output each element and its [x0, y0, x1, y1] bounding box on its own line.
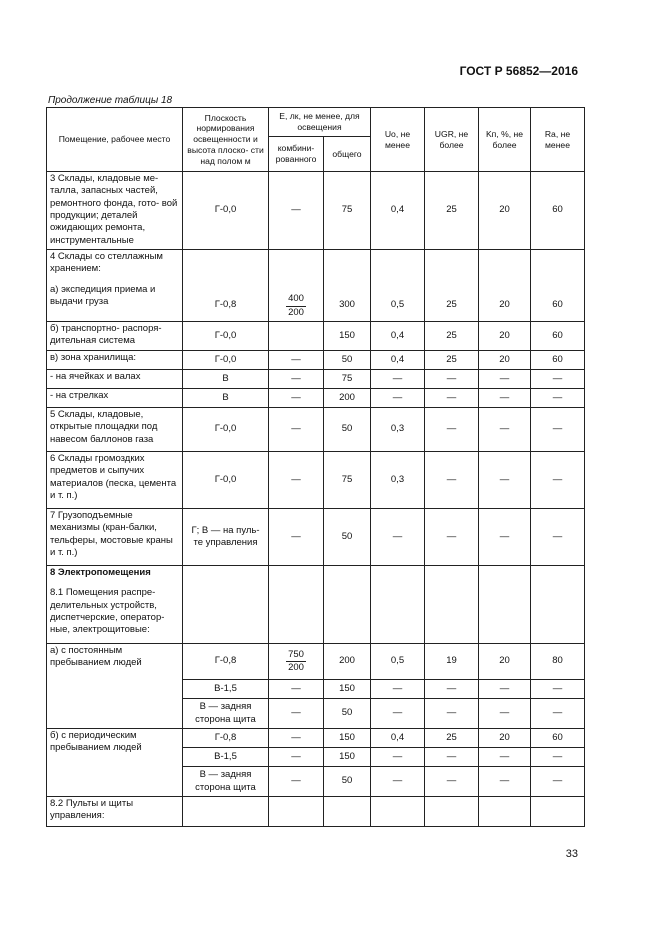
cell-kp: —: [479, 680, 531, 699]
cell-kp: —: [479, 389, 531, 408]
header-general: общего: [324, 137, 371, 172]
cell-ugr: —: [425, 370, 479, 389]
cell-empty: [371, 797, 425, 827]
cell-kp: 20: [479, 644, 531, 680]
cell-plane: В-1,5: [183, 680, 269, 699]
cell-combined: —: [269, 351, 324, 370]
cell-kp: —: [479, 452, 531, 509]
cell-kp: 20: [479, 351, 531, 370]
cell-plane: Г-0,0: [183, 351, 269, 370]
table-row: [47, 322, 585, 351]
cell-kp: —: [479, 699, 531, 729]
row-label: 5 Склады, кладовые, открытые площадки под навесом баллонов газа: [47, 408, 183, 452]
cell-combined: —: [269, 680, 324, 699]
cell-combined: —: [269, 509, 324, 566]
row-label: - на ячейках и валах: [47, 370, 183, 389]
cell-general: 150: [324, 748, 371, 767]
table-row: [47, 172, 585, 250]
table-row: [47, 566, 585, 644]
header-ra: Ra, не менее: [531, 108, 585, 172]
table-row: [47, 250, 585, 322]
standard-code: ГОСТ Р 56852—2016: [459, 64, 578, 78]
cell-general: 75: [324, 452, 371, 509]
cell-ra: 60: [531, 172, 585, 250]
cell-plane: Г-0,0: [183, 172, 269, 250]
row-label-group: 4 Склады со стеллажным хранением:: [50, 251, 163, 275]
cell-combined: —: [269, 767, 324, 797]
cell-empty: [425, 797, 479, 827]
cell-empty: [183, 566, 269, 644]
section-8-1-label: 8.1 Помещения распре- делительных устройств, диспетчерские, оператор- ные, электрощитовые:: [50, 587, 165, 636]
cell-uo: —: [371, 767, 425, 797]
cell-uo: 0,3: [371, 408, 425, 452]
cell-uo: 0,4: [371, 322, 425, 351]
cell-plane: В: [183, 370, 269, 389]
cell-plane: В-1,5: [183, 748, 269, 767]
table-row: [47, 351, 585, 370]
cell-plane: Г-0,0: [183, 408, 269, 452]
cell-empty: [371, 566, 425, 644]
cell-kp: —: [479, 370, 531, 389]
header-kp: Kп, %, не более: [479, 108, 531, 172]
cell-general: 200: [324, 389, 371, 408]
row-label: б) транспортно- распоря- дительная система: [47, 322, 183, 351]
cell-plane: В: [183, 389, 269, 408]
cell-general: 200: [324, 644, 371, 680]
cell-ra: —: [531, 767, 585, 797]
cell-plane: Г-0,8: [183, 729, 269, 748]
cell-general: 75: [324, 172, 371, 250]
cell-uo: 0,3: [371, 452, 425, 509]
cell-ra: 60: [531, 322, 585, 351]
cell-ugr: 25: [425, 322, 479, 351]
fraction: [286, 649, 306, 675]
cell-uo: —: [371, 509, 425, 566]
cell-general: 300: [324, 250, 371, 322]
cell-empty: [183, 797, 269, 827]
row-label: 6 Склады громоздких предметов и сыпучих материалов (песка, цемента и т. п.): [47, 452, 183, 509]
header-ugr: UGR, не более: [425, 108, 479, 172]
cell-empty: [324, 566, 371, 644]
cell-uo: —: [371, 680, 425, 699]
cell-uo: 0,5: [371, 644, 425, 680]
cell-uo: 0,4: [371, 172, 425, 250]
cell-plane: Г-0,8: [183, 250, 269, 322]
cell-ra: —: [531, 699, 585, 729]
cell-combined: —: [269, 408, 324, 452]
cell-ugr: —: [425, 408, 479, 452]
cell-ugr: —: [425, 748, 479, 767]
cell-general: 50: [324, 351, 371, 370]
cell-empty: [531, 566, 585, 644]
fraction-denominator: 200: [288, 662, 304, 673]
fraction-denominator: 200: [288, 306, 304, 318]
cell-uo: —: [371, 370, 425, 389]
cell-combined: —: [269, 699, 324, 729]
header-uo: Uо, не менее: [371, 108, 425, 172]
cell-combined: [269, 644, 324, 680]
cell-general: 75: [324, 370, 371, 389]
cell-uo: —: [371, 389, 425, 408]
cell-uo: 0,5: [371, 250, 425, 322]
cell-general: 150: [324, 729, 371, 748]
cell-ra: 60: [531, 729, 585, 748]
table-row: [47, 509, 585, 566]
cell-empty: [425, 566, 479, 644]
cell-empty: [269, 797, 324, 827]
cell-kp: —: [479, 509, 531, 566]
lighting-norms-table: [46, 107, 585, 827]
row-label: [47, 566, 183, 644]
table-row: [47, 389, 585, 408]
page-number: 33: [565, 848, 578, 860]
cell-general: 50: [324, 408, 371, 452]
cell-ra: —: [531, 408, 585, 452]
cell-plane: Г-0,8: [183, 644, 269, 680]
header-plane: Плоскость нормирования освещенности и высота плоско- сти над полом м: [183, 108, 269, 172]
table-row: [47, 370, 585, 389]
cell-ugr: —: [425, 389, 479, 408]
cell-ra: —: [531, 509, 585, 566]
table-row: [47, 729, 585, 748]
fraction-numerator: 750: [286, 649, 306, 662]
header-combined: комбини- рованного: [269, 137, 324, 172]
row-label: а) с постоянным пребыванием людей: [47, 644, 183, 729]
table-row: [47, 644, 585, 680]
cell-plane: Г-0,0: [183, 322, 269, 351]
cell-ugr: —: [425, 680, 479, 699]
table-row: [47, 408, 585, 452]
cell-kp: 20: [479, 729, 531, 748]
table-row: [47, 452, 585, 509]
cell-ugr: 25: [425, 250, 479, 322]
cell-combined: —: [269, 452, 324, 509]
table-caption: Продолжение таблицы 18: [48, 95, 173, 106]
row-label: в) зона хранилища:: [47, 351, 183, 370]
cell-empty: [479, 797, 531, 827]
cell-general: 150: [324, 322, 371, 351]
cell-uo: 0,4: [371, 729, 425, 748]
cell-combined: —: [269, 172, 324, 250]
cell-ra: 80: [531, 644, 585, 680]
cell-general: 150: [324, 680, 371, 699]
row-label: 7 Грузоподъемные механизмы (кран-балки, тельферы, мостовые краны и т. п.): [47, 509, 183, 566]
cell-ugr: 25: [425, 729, 479, 748]
cell-uo: 0,4: [371, 351, 425, 370]
cell-kp: —: [479, 767, 531, 797]
section-8-title: 8 Электропомещения: [50, 567, 151, 578]
cell-kp: —: [479, 748, 531, 767]
cell-ugr: —: [425, 767, 479, 797]
header-room: Помещение, рабочее место: [47, 108, 183, 172]
cell-ra: —: [531, 680, 585, 699]
cell-kp: 20: [479, 172, 531, 250]
cell-kp: 20: [479, 322, 531, 351]
cell-uo: —: [371, 748, 425, 767]
header-e-group: E, лк, не менее, для освещения: [269, 108, 371, 137]
cell-plane: В — задняя сторона щита: [183, 767, 269, 797]
cell-kp: —: [479, 408, 531, 452]
cell-general: 50: [324, 699, 371, 729]
cell-ra: —: [531, 452, 585, 509]
cell-combined: [269, 250, 324, 322]
row-label: 8.2 Пульты и щиты управления:: [47, 797, 183, 827]
cell-general: 50: [324, 767, 371, 797]
cell-empty: [531, 797, 585, 827]
cell-general: 50: [324, 509, 371, 566]
cell-combined: —: [269, 389, 324, 408]
cell-combined: —: [269, 748, 324, 767]
fraction-numerator: 400: [286, 293, 306, 306]
cell-ugr: —: [425, 452, 479, 509]
cell-ugr: —: [425, 509, 479, 566]
cell-empty: [324, 797, 371, 827]
row-label-sub: а) экспедиция приема и выдачи груза: [50, 283, 156, 308]
cell-plane: В — задняя сторона щита: [183, 699, 269, 729]
cell-ugr: —: [425, 699, 479, 729]
row-label: [47, 250, 183, 322]
table-row: [47, 797, 585, 827]
row-label: б) с периодическим пребыванием людей: [47, 729, 183, 797]
cell-empty: [479, 566, 531, 644]
cell-ra: 60: [531, 250, 585, 322]
cell-ra: —: [531, 370, 585, 389]
fraction: [286, 293, 306, 319]
cell-ugr: 25: [425, 172, 479, 250]
cell-ra: —: [531, 389, 585, 408]
cell-ugr: 19: [425, 644, 479, 680]
cell-ra: 60: [531, 351, 585, 370]
cell-combined: —: [269, 729, 324, 748]
cell-ugr: 25: [425, 351, 479, 370]
cell-empty: [269, 566, 324, 644]
cell-kp: 20: [479, 250, 531, 322]
row-label: - на стрелках: [47, 389, 183, 408]
cell-combined: —: [269, 370, 324, 389]
cell-uo: —: [371, 699, 425, 729]
cell-combined: [269, 322, 324, 351]
cell-plane: Г-0,0: [183, 452, 269, 509]
cell-ra: —: [531, 748, 585, 767]
cell-plane: Г; В — на пуль- те управления: [183, 509, 269, 566]
row-label: 3 Склады, кладовые ме- талла, запасных частей, ремонтного фонда, гото- вой продукции; деталей ожидающих ремонта, инструментальные: [47, 172, 183, 250]
